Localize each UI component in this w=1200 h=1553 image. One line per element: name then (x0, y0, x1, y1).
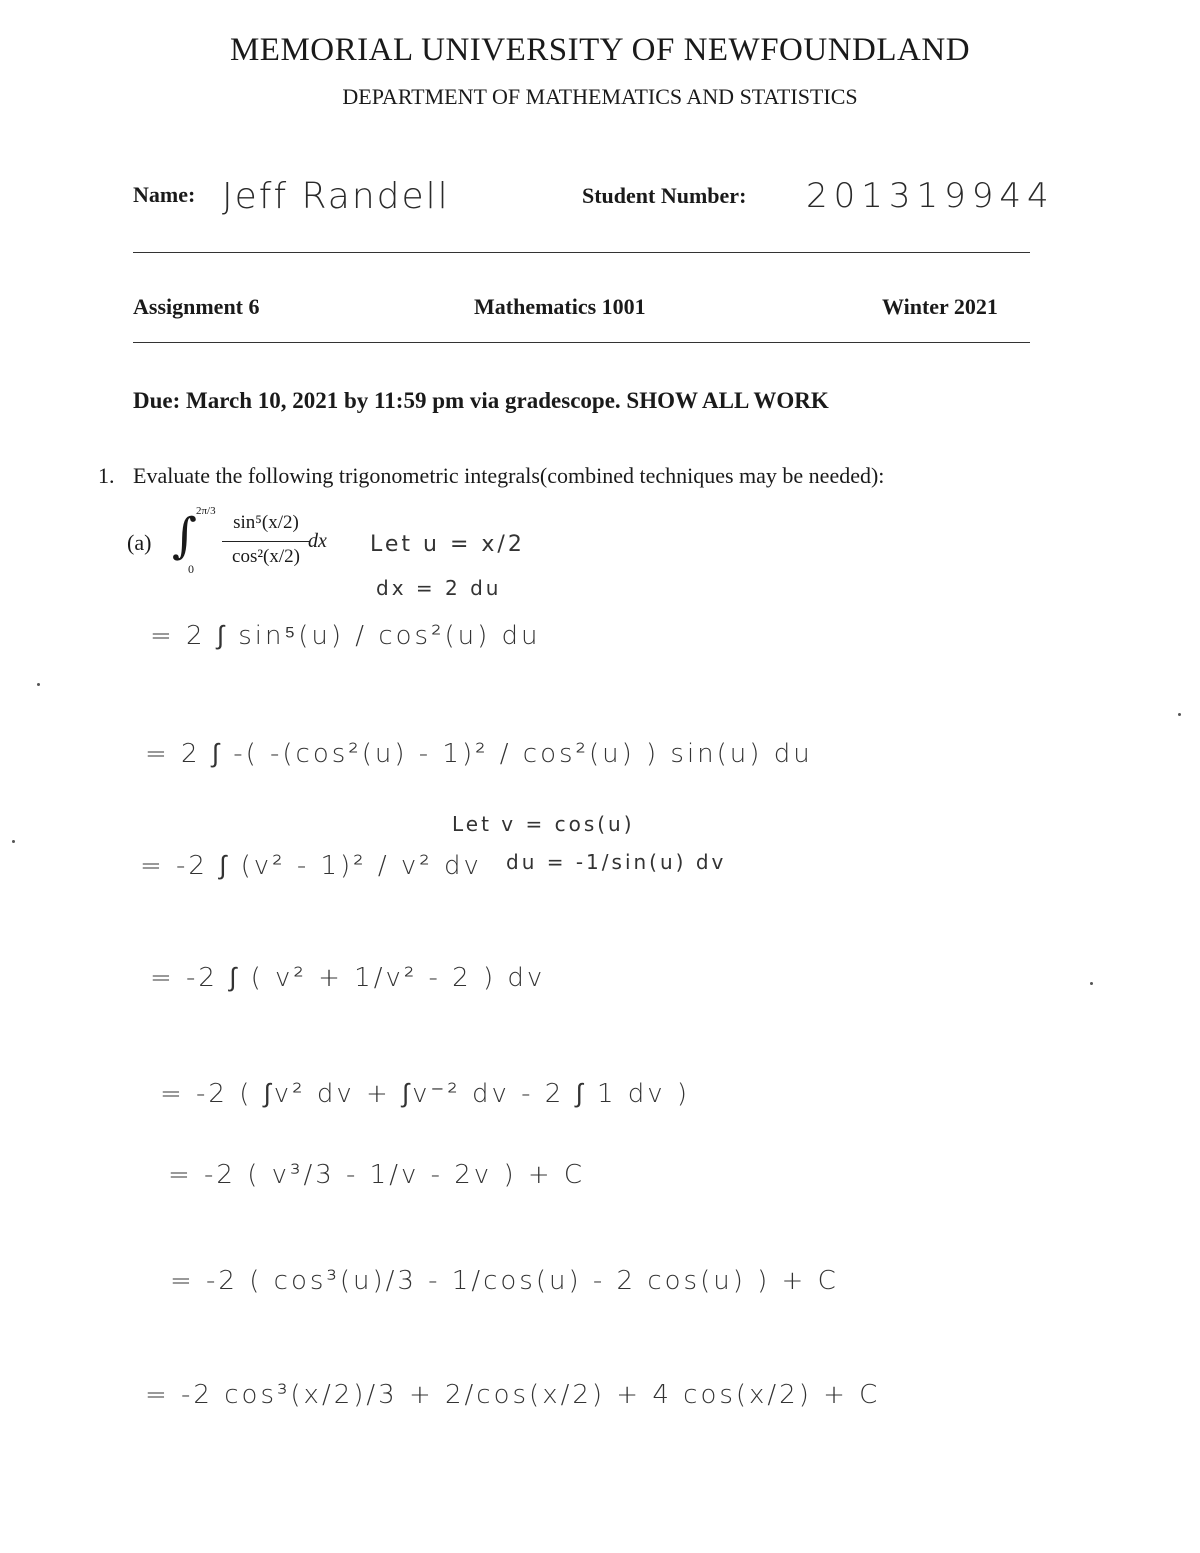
name-label: Name: (133, 182, 196, 207)
university-title: MEMORIAL UNIVERSITY OF NEWFOUNDLAND (229, 32, 971, 68)
integrand-differential: dx (308, 530, 327, 552)
work-line: = -2 ( v³/3 - 1/v - 2v ) + C (168, 1160, 586, 1190)
scan-speck (1178, 713, 1181, 716)
due-line: Due: March 10, 2021 by 11:59 pm via gradescope. SHOW ALL WORK (133, 388, 829, 413)
part-label: (a) (127, 530, 152, 555)
integral-sign: ∫ (172, 508, 198, 564)
department-title: DEPARTMENT OF MATHEMATICS AND STATISTICS (342, 84, 858, 109)
integral-lower-limit: 0 (188, 562, 194, 576)
question-prompt: Evaluate the following trigonometric integrals(combined techniques may be needed): (133, 463, 885, 488)
work-line: = -2 ( ∫v² dv + ∫v⁻² dv - 2 ∫ 1 dv ) (160, 1079, 691, 1109)
scan-speck (1090, 982, 1093, 985)
integrand-numerator: sin⁵(x/2) (233, 512, 299, 533)
work-line: = -2 ( cos³(u)/3 - 1/cos(u) - 2 cos(u) ) + C (170, 1266, 839, 1296)
student-number-label: Student Number: (582, 183, 747, 208)
substitution-du: du = -1/sin(u) dv (506, 850, 727, 874)
student-number-value: 201319944 (806, 176, 1055, 216)
work-line: = 2 ∫ sin⁵(u) / cos²(u) du (150, 621, 541, 651)
integrand-denominator: cos²(x/2) (232, 546, 300, 567)
term: Winter 2021 (882, 294, 998, 319)
divider-top (133, 252, 1030, 253)
scan-speck (37, 683, 40, 686)
work-line: = 2 ∫ -( -(cos²(u) - 1)² / cos²(u) ) sin(u) du (145, 739, 813, 769)
substitution-dx: dx = 2 du (376, 576, 502, 600)
assignment-title: Assignment 6 (133, 294, 260, 319)
work-line: = -2 cos³(x/2)/3 + 2/cos(x/2) + 4 cos(x/2) + C (145, 1380, 881, 1410)
substitution-v: Let v = cos(u) (452, 812, 635, 836)
question-number: 1. (98, 463, 115, 488)
name-value: Jeff Randell (222, 176, 450, 217)
scan-speck (12, 840, 15, 843)
work-line: = -2 ∫ ( v² + 1/v² - 2 ) dv (150, 963, 546, 993)
substitution-u: Let u = x/2 (370, 532, 525, 557)
integral-upper-limit: 2π/3 (196, 505, 216, 517)
work-line: = -2 ∫ (v² - 1)² / v² dv (140, 851, 482, 881)
course-name: Mathematics 1001 (474, 294, 646, 319)
divider-bottom (133, 342, 1030, 343)
integrand-fraction-bar (222, 541, 310, 542)
